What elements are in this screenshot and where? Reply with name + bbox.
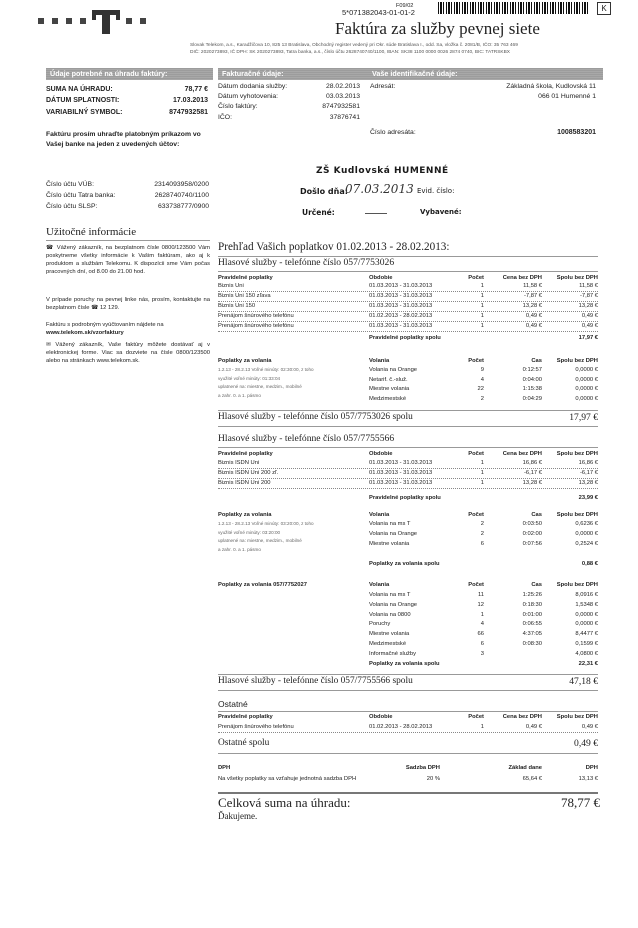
table-cell: 11,58 € (579, 283, 598, 289)
account-value: 2314093958/0200 (154, 181, 209, 188)
column-header: Cena bez DPH (502, 275, 542, 281)
table-cell: 0,2524 € (575, 541, 598, 547)
calls-note: uplatnené na: miestne, medzim., mobilné (218, 384, 302, 389)
subtotal-value: 22,31 € (578, 661, 598, 667)
section-total-value: 47,18 € (569, 676, 598, 687)
column-header: Spolu bez DPH (556, 714, 598, 720)
calls-note: a zahr. 0. a 1. pásmo (218, 546, 261, 552)
table-cell: 11,58 € (523, 283, 542, 289)
account-label: Číslo účtu VÚB: (46, 181, 94, 188)
company-line-2: DIČ: 2020273893, IČ DPH: SK 2020273893, Tatra banka, a.s., číslo účtu 2628740740/1100, IBAN: SK38 1100 0000 0026 2874 0740, BIC: TATRSKBX (190, 50, 511, 55)
invoice-label: Dátum dodania služby: (218, 83, 288, 90)
table-cell: 1 (480, 293, 484, 299)
table-cell: 0:06:55 (522, 621, 542, 628)
section-total-label: Hlasové služby - telefónne číslo 057/7755566 spolu (218, 676, 413, 686)
account-label: Číslo účtu SLSP: (46, 203, 98, 210)
section-total-value: 0,49 € (574, 738, 598, 749)
stamp-received-label: Došlo dňa: (300, 187, 348, 196)
table-cell: 4:37:05 (522, 631, 542, 638)
table-cell: Biznis Uni (218, 283, 244, 289)
calls-note: využité voľné minúty: 03:20:00 (218, 529, 281, 535)
row-divider (218, 301, 598, 302)
column-header: Pravidelné poplatky (218, 275, 273, 281)
subtotal-value: 0,88 € (581, 561, 598, 567)
calls-note: využité voľné minúty: 01:33:04 (218, 375, 281, 381)
row-divider (218, 478, 598, 479)
table-cell: Volania na Orange (369, 601, 418, 608)
stamp-dash (365, 213, 387, 214)
table-cell: 0,49 € (525, 724, 542, 730)
section-title: Hlasové služby - telefónne číslo 057/7755566 (218, 433, 395, 444)
row-divider (218, 311, 598, 312)
address-line-1: Základná škola, Kudlovská 11 (506, 83, 596, 90)
account-value: 633738777/0900 (157, 203, 209, 210)
payment-header: Údaje potrebné na úhradu faktúry: (46, 68, 213, 80)
total-divider (218, 753, 598, 754)
table-cell: 0:01:00 (522, 611, 542, 618)
table-cell: Biznis Uni 150 zľava (218, 293, 271, 299)
column-header: Poplatky za volania (218, 512, 272, 518)
account-value: 2628740740/1100 (154, 192, 209, 199)
table-cell: 0:03:50 (522, 521, 542, 527)
column-header: Spolu bez DPH (556, 582, 598, 588)
subtotal-label: Poplatky za volania spolu (369, 561, 440, 567)
invoice-title: Faktúra za služby pevnej siete (335, 19, 540, 38)
table-cell: Biznis ISDN Uni 200 zľ. (218, 470, 279, 476)
column-header: Počet (468, 512, 484, 518)
table-cell: 13,28 € (578, 480, 598, 486)
table-cell: 1 (480, 611, 484, 618)
column-header: Poplatky za volania 057/7752027 (218, 582, 307, 588)
address-label: Adresát: (370, 83, 396, 90)
table-cell: 4,0800 € (575, 650, 598, 657)
stamp-received-date: 07.03.2013 (345, 182, 414, 196)
section-title: Ostatné (218, 699, 248, 709)
table-cell: 0,49 € (581, 323, 598, 329)
info-title: Užitočné informácie (46, 226, 137, 238)
table-cell: Miestne volania (369, 541, 410, 547)
table-cell: Biznis ISDN Uni (218, 460, 260, 466)
subtotal-value: 23,99 € (578, 495, 598, 501)
column-header: Počet (468, 358, 484, 364)
column-header: DPH (218, 765, 231, 771)
doc-code: 5*071382043-01-01-2 (342, 8, 415, 17)
subtotal-value: 17,97 € (578, 335, 598, 341)
table-cell: Miestne volania (369, 631, 410, 638)
calls-note: a zahr. 0. a 1. pásmo (218, 392, 261, 398)
table-cell: 0,0000 € (575, 531, 598, 537)
table-cell: 01.03.2013 - 31.03.2013 (369, 303, 433, 309)
table-cell: 13,28 € (578, 303, 598, 309)
table-cell: 8,4477 € (575, 631, 598, 638)
column-header: Spolu bez DPH (556, 358, 598, 364)
invoice-label: IČO: (218, 114, 232, 121)
section-title: Hlasové služby - telefónne číslo 057/7753026 (218, 257, 395, 268)
table-cell: 0:07:56 (522, 541, 542, 547)
table-cell: 11 (477, 592, 484, 598)
invoice-label: Dátum vyhotovenia: (218, 93, 279, 100)
total-divider (218, 674, 598, 675)
table-cell: Prenájom šnúrového telefónu (218, 724, 294, 730)
stamp-vybavene-label: Vybavené: (420, 208, 462, 216)
table-cell: Poruchy (369, 621, 391, 628)
table-cell: 65,64 € (522, 776, 542, 782)
client-label: Číslo adresáta: (370, 129, 416, 136)
corner-box: K (597, 2, 611, 15)
table-cell: 2 (480, 531, 484, 537)
table-cell: 01.03.2013 - 31.03.2013 (369, 470, 433, 476)
column-header: Volania (369, 582, 390, 588)
table-cell: 0:08:30 (522, 641, 542, 647)
table-cell: 01.03.2013 - 31.03.2013 (369, 323, 433, 329)
table-cell: 0:12:57 (522, 367, 542, 373)
column-header: Obdobie (369, 714, 393, 720)
column-header: Cena bez DPH (502, 714, 542, 720)
grand-total-label: Celková suma na úhradu: (218, 795, 351, 810)
payment-value: 17.03.2013 (172, 97, 208, 104)
payment-label: VARIABILNÝ SYMBOL: (46, 109, 123, 116)
column-header: Pravidelné poplatky (218, 714, 273, 720)
invoice-label: Číslo faktúry: (218, 103, 258, 110)
column-header: Sadzba DPH (405, 765, 440, 771)
info-p1: ☎ Vážený zákazník, na bezplatnom čísle 0800/123500 Vám poskytneme všetky informácie k Vašim faktúram, ako aj k produktom a službám Telekomu. K dispozícii sme Vám počas pracovných dní, od 8.00 do 21.00 hod. (46, 245, 210, 276)
table-cell: Volania na 0800 (369, 611, 411, 618)
table-cell: 3 (480, 650, 484, 657)
row-divider (218, 732, 598, 733)
table-cell: 0,0000 € (575, 376, 598, 383)
table-cell: 0,0000 € (575, 621, 598, 628)
invoice-header: Fakturačné údaje: (218, 68, 368, 80)
total-divider (218, 690, 598, 691)
table-cell: 13,28 € (522, 303, 542, 309)
table-cell: 0,0000 € (575, 367, 598, 373)
section-total-value: 17,97 € (569, 412, 598, 423)
total-divider (218, 410, 598, 411)
title-divider (218, 271, 598, 272)
table-cell: Medzimestské (369, 641, 407, 647)
table-cell: 1 (480, 724, 484, 730)
column-header: Pravidelné poplatky (218, 451, 273, 457)
address-line-2: 066 01 Humenné 1 (538, 93, 596, 100)
table-cell: 8,0916 € (575, 592, 598, 598)
column-header: Volania (369, 512, 390, 518)
column-header: Čas (531, 358, 542, 364)
table-cell: 0,6236 € (575, 521, 598, 527)
column-header: Poplatky za volania (218, 358, 272, 364)
column-header: Spolu bez DPH (556, 275, 598, 281)
column-header: Cena bez DPH (502, 451, 542, 457)
calls-note: 1.2.13 - 28.2.13 Voľné minúty: 03:20:00, z toho (218, 521, 314, 526)
info-p3-text: Faktúru s podrobným vyúčtovaním nájdete na (46, 322, 164, 328)
table-cell: 13,28 € (522, 480, 542, 486)
column-header: Počet (468, 451, 484, 457)
table-cell: 0:04:00 (522, 376, 542, 383)
calls-note: 1.2.13 - 28.2.13 Voľné minúty: 02:30:00, z toho (218, 367, 314, 372)
table-cell: 1 (480, 283, 484, 289)
table-cell: 1 (480, 313, 484, 319)
payment-label: SUMA NA ÚHRADU: (46, 86, 113, 93)
table-cell: 22 (477, 386, 484, 392)
table-cell: 6 (480, 541, 484, 547)
table-cell: Netarif. č.-služ. (369, 376, 408, 383)
info-p2: V prípade poruchy na pevnej linke nás, prosím, kontaktujte na bezplatnom čísle ☎ 12 129. (46, 297, 210, 312)
column-header: Obdobie (369, 275, 393, 281)
table-cell: Medzimestské (369, 395, 407, 402)
title-divider (218, 711, 598, 712)
table-cell: 01.03.2013 - 31.03.2013 (369, 293, 433, 299)
barcode (438, 2, 588, 14)
total-divider (218, 426, 598, 427)
table-cell: 01.02.2013 - 28.02.2013 (369, 313, 433, 319)
table-cell: 16,86 € (578, 460, 598, 466)
table-cell: Prenájom šnúrového telefónu (218, 323, 294, 329)
info-p3 (46, 321, 210, 337)
doc-code-small: F09/02 (396, 3, 414, 9)
table-cell: -6,17 € (523, 470, 542, 476)
table-cell: 0,0000 € (575, 611, 598, 618)
table-cell: 0:02:00 (522, 531, 542, 537)
table-cell: 1,5348 € (575, 601, 598, 608)
column-header: Obdobie (369, 451, 393, 457)
table-cell: 0,49 € (525, 313, 542, 319)
payment-label: DÁTUM SPLATNOSTI: (46, 97, 120, 104)
payment-value: 8747932581 (169, 109, 208, 116)
invoice-value: 8747932581 (322, 103, 360, 110)
table-cell: Volania na Orange (369, 367, 418, 373)
subtotal-label: Pravidelné poplatky spolu (369, 495, 441, 501)
vzorfaktury-link[interactable]: www.telekom.sk/vzorfaktury (46, 330, 124, 337)
table-cell: 01.02.2013 - 28.02.2013 (369, 724, 433, 730)
table-cell: 1:15:38 (522, 386, 542, 392)
invoice-value: 37876741 (329, 114, 360, 121)
table-cell: -7,87 € (579, 293, 598, 299)
table-cell: 4 (480, 621, 484, 628)
table-cell: 6 (480, 641, 484, 647)
table-cell: 2 (480, 521, 484, 527)
table-cell: 2 (480, 395, 484, 402)
table-cell: 0,49 € (581, 313, 598, 319)
table-cell: 01.03.2013 - 31.03.2013 (369, 480, 433, 486)
identity-header: Vaše identifikačné údaje: (368, 68, 603, 80)
column-header: Čas (531, 582, 542, 588)
table-cell: Biznis ISDN Uni 200 (218, 480, 271, 486)
subtotal-label: Poplatky za volania spolu (369, 661, 440, 667)
stamp-title: ZŠ Kudlovská HUMENNÉ (316, 166, 449, 176)
stamp-evid-label: Evid. číslo: (417, 187, 455, 195)
table-cell: -6,17 € (579, 470, 598, 476)
table-cell: -7,87 € (523, 293, 542, 299)
account-label: Číslo účtu Tatra banka: (46, 192, 116, 199)
table-cell: 9 (480, 367, 484, 373)
column-header: Spolu bez DPH (556, 451, 598, 457)
table-cell: 66 (477, 631, 484, 638)
table-cell: 1:25:26 (522, 592, 542, 598)
table-cell: 13,13 € (578, 776, 598, 782)
column-header: Základ dane (508, 765, 542, 771)
table-cell: 0:04:29 (522, 395, 542, 402)
section-total-label: Ostatné spolu (218, 738, 270, 748)
table-cell: 0,49 € (525, 323, 542, 329)
thanks: Ďakujeme. (218, 811, 258, 821)
table-cell: Informačné služby (369, 650, 417, 657)
table-cell: 4 (480, 376, 484, 383)
column-header: Spolu bez DPH (556, 512, 598, 518)
overview-title: Prehľad Vašich poplatkov 01.02.2013 - 28.02.2013: (218, 241, 450, 253)
table-cell: 0,0000 € (575, 386, 598, 392)
table-cell: 1 (480, 460, 484, 466)
row-divider (218, 488, 598, 489)
title-divider (218, 447, 598, 448)
table-cell: 1 (480, 470, 484, 476)
company-line-1: Slovak Telekom, a.s., Karadžičova 10, 825 13 Bratislava, Obchodný register vedený pri Okr. súde Bratislava I., odd. Sa, vložka č. 2081/B, IČO: 35 763 469 (190, 43, 518, 48)
column-header: Volania (369, 358, 390, 364)
table-cell: 16,86 € (522, 460, 542, 466)
subtotal-label: Pravidelné poplatky spolu (369, 335, 441, 341)
table-cell: 20 % (426, 776, 440, 782)
table-cell: Volania na ms T (369, 521, 411, 527)
table-cell: 0,49 € (581, 724, 598, 730)
column-header: DPH (585, 765, 598, 771)
table-cell: Prenájom šnúrového telefónu (218, 313, 294, 319)
column-header: Počet (468, 275, 484, 281)
table-cell: 1 (480, 303, 484, 309)
invoice-value: 28.02.2013 (325, 83, 360, 90)
info-p4: ✉ Vážený zákazník, Vaše faktúry môžete dostávať aj v elektronickej forme. Viac sa dozviete na čísle 0800/123500 alebo na stránkach www.telekom.sk. (46, 342, 210, 365)
table-cell: 12 (477, 601, 484, 608)
table-cell: 1 (480, 480, 484, 486)
table-cell: 0,0000 € (575, 395, 598, 402)
payment-note: Faktúru prosím uhraďte platobným príkazom vo Vašej banke na jeden z uvedených účtov: (46, 131, 201, 148)
table-cell: Volania na Orange (369, 531, 418, 537)
row-divider (218, 331, 598, 332)
table-cell: 1 (480, 323, 484, 329)
table-cell: Volania na ms T (369, 592, 411, 598)
column-header: Čas (531, 512, 542, 518)
invoice-value: 03.03.2013 (325, 93, 360, 100)
table-cell: 0:18:30 (522, 601, 542, 608)
client-value: 1008583201 (557, 129, 596, 136)
column-header: Počet (468, 582, 484, 588)
table-cell: Na všetky poplatky sa vzťahuje jednotná sadzba DPH (218, 776, 357, 782)
row-divider (218, 468, 598, 469)
row-divider (218, 321, 598, 322)
table-cell: 01.03.2013 - 31.03.2013 (369, 460, 433, 466)
table-cell: 0,1599 € (575, 641, 598, 647)
table-cell: 01.03.2013 - 31.03.2013 (369, 283, 433, 289)
stamp-urcene-label: Určené: (302, 208, 335, 217)
grand-total-value: 78,77 € (561, 795, 600, 810)
section-total-label: Hlasové služby - telefónne číslo 057/7753026 spolu (218, 412, 413, 422)
table-cell: Biznis Uni 150 (218, 303, 256, 309)
row-divider (218, 291, 598, 292)
calls-note: uplatnené na: miestne, medzim., mobilné (218, 538, 302, 543)
column-header: Počet (468, 714, 484, 720)
telekom-logo (30, 10, 150, 34)
table-cell: Miestne volania (369, 386, 410, 392)
payment-value: 78,77 € (184, 86, 208, 93)
